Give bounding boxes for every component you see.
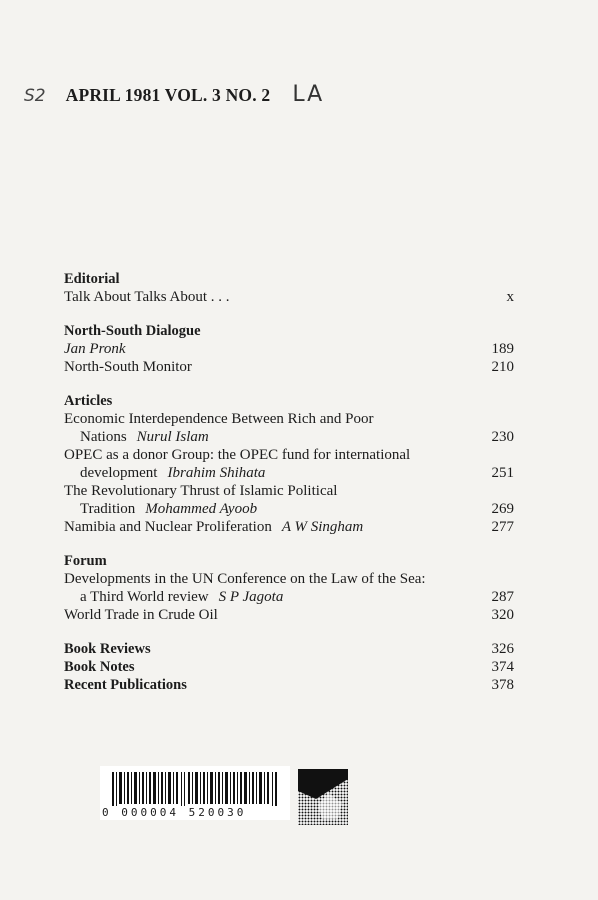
entry-continuation bbox=[64, 500, 514, 518]
section-back-matter bbox=[64, 640, 514, 694]
section-heading: Articles bbox=[64, 393, 113, 409]
page-number: 277 bbox=[491, 519, 514, 535]
toc-entry bbox=[64, 358, 514, 376]
entry-author: S P Jagota bbox=[218, 589, 284, 605]
toc-entry bbox=[64, 570, 514, 606]
toc-entry bbox=[64, 446, 514, 482]
entry-author: Ibrahim Shihata bbox=[167, 465, 266, 481]
section-heading: Editorial bbox=[64, 271, 120, 287]
entry-title-line1: Economic Interdependence Between Rich and Poor bbox=[64, 411, 374, 427]
entry-continuation bbox=[64, 588, 514, 606]
page-number: 251 bbox=[491, 465, 514, 481]
entry-title-line2: Tradition bbox=[80, 501, 136, 517]
entry-author: Nurul Islam bbox=[136, 429, 209, 445]
section-editorial bbox=[64, 270, 514, 306]
section-north-south bbox=[64, 322, 514, 376]
entry-author: A W Singham bbox=[281, 519, 364, 535]
entry-title: North-South Monitor bbox=[64, 359, 192, 375]
toc-entry bbox=[64, 676, 514, 694]
entry-title-line2: development bbox=[80, 465, 158, 481]
entry-author: Jan Pronk bbox=[64, 341, 126, 357]
entry-author: Mohammed Ayoob bbox=[145, 501, 258, 517]
page-number: 287 bbox=[491, 589, 514, 605]
publisher-logo bbox=[298, 769, 348, 825]
barcode-digits: 0 000004 520030 bbox=[100, 806, 290, 820]
entry-title-line2: Nations bbox=[80, 429, 127, 445]
toc-entry bbox=[64, 410, 514, 446]
page-number: 374 bbox=[491, 659, 514, 675]
page-number: 189 bbox=[491, 341, 514, 357]
page-number: x bbox=[506, 289, 514, 305]
entry-title: World Trade in Crude Oil bbox=[64, 607, 218, 623]
toc-entry bbox=[64, 482, 514, 518]
entry-title-line1: OPEC as a donor Group: the OPEC fund for international bbox=[64, 447, 411, 463]
toc-entry bbox=[64, 606, 514, 624]
entry-continuation bbox=[64, 428, 514, 446]
page-number: 210 bbox=[491, 359, 514, 375]
page-number: 269 bbox=[491, 501, 514, 517]
toc-entry bbox=[64, 288, 514, 306]
page-number: 326 bbox=[491, 641, 514, 657]
toc-entry bbox=[64, 658, 514, 676]
entry-title-line1: Developments in the UN Conference on the Law of the Sea: bbox=[64, 571, 426, 587]
toc-entry bbox=[64, 640, 514, 658]
entry-title: Talk About Talks About . . . bbox=[64, 289, 230, 305]
handwritten-mark: LA bbox=[292, 82, 325, 107]
entry-title-line1: The Revolutionary Thrust of Islamic Political bbox=[64, 483, 338, 499]
toc-entry bbox=[64, 340, 514, 358]
page-number: 230 bbox=[491, 429, 514, 445]
barcode bbox=[100, 766, 350, 826]
table-of-contents bbox=[64, 270, 514, 710]
page-number: 378 bbox=[491, 677, 514, 693]
entry-title: Book Reviews bbox=[64, 641, 151, 657]
issue-header bbox=[24, 82, 324, 107]
entry-title: Book Notes bbox=[64, 659, 135, 675]
page-number: 320 bbox=[491, 607, 514, 623]
issue-line: APRIL 1981 VOL. 3 NO. 2 bbox=[65, 85, 271, 105]
entry-title: Recent Publications bbox=[64, 677, 187, 693]
entry-title-line2: a Third World review bbox=[80, 589, 209, 605]
section-articles bbox=[64, 392, 514, 536]
section-forum bbox=[64, 552, 514, 624]
toc-entry bbox=[64, 518, 514, 536]
handwritten-number: S2 bbox=[24, 86, 46, 106]
section-heading: North-South Dialogue bbox=[64, 323, 201, 339]
entry-title: Namibia and Nuclear Proliferation bbox=[64, 519, 272, 535]
entry-continuation bbox=[64, 464, 514, 482]
section-heading: Forum bbox=[64, 553, 107, 569]
